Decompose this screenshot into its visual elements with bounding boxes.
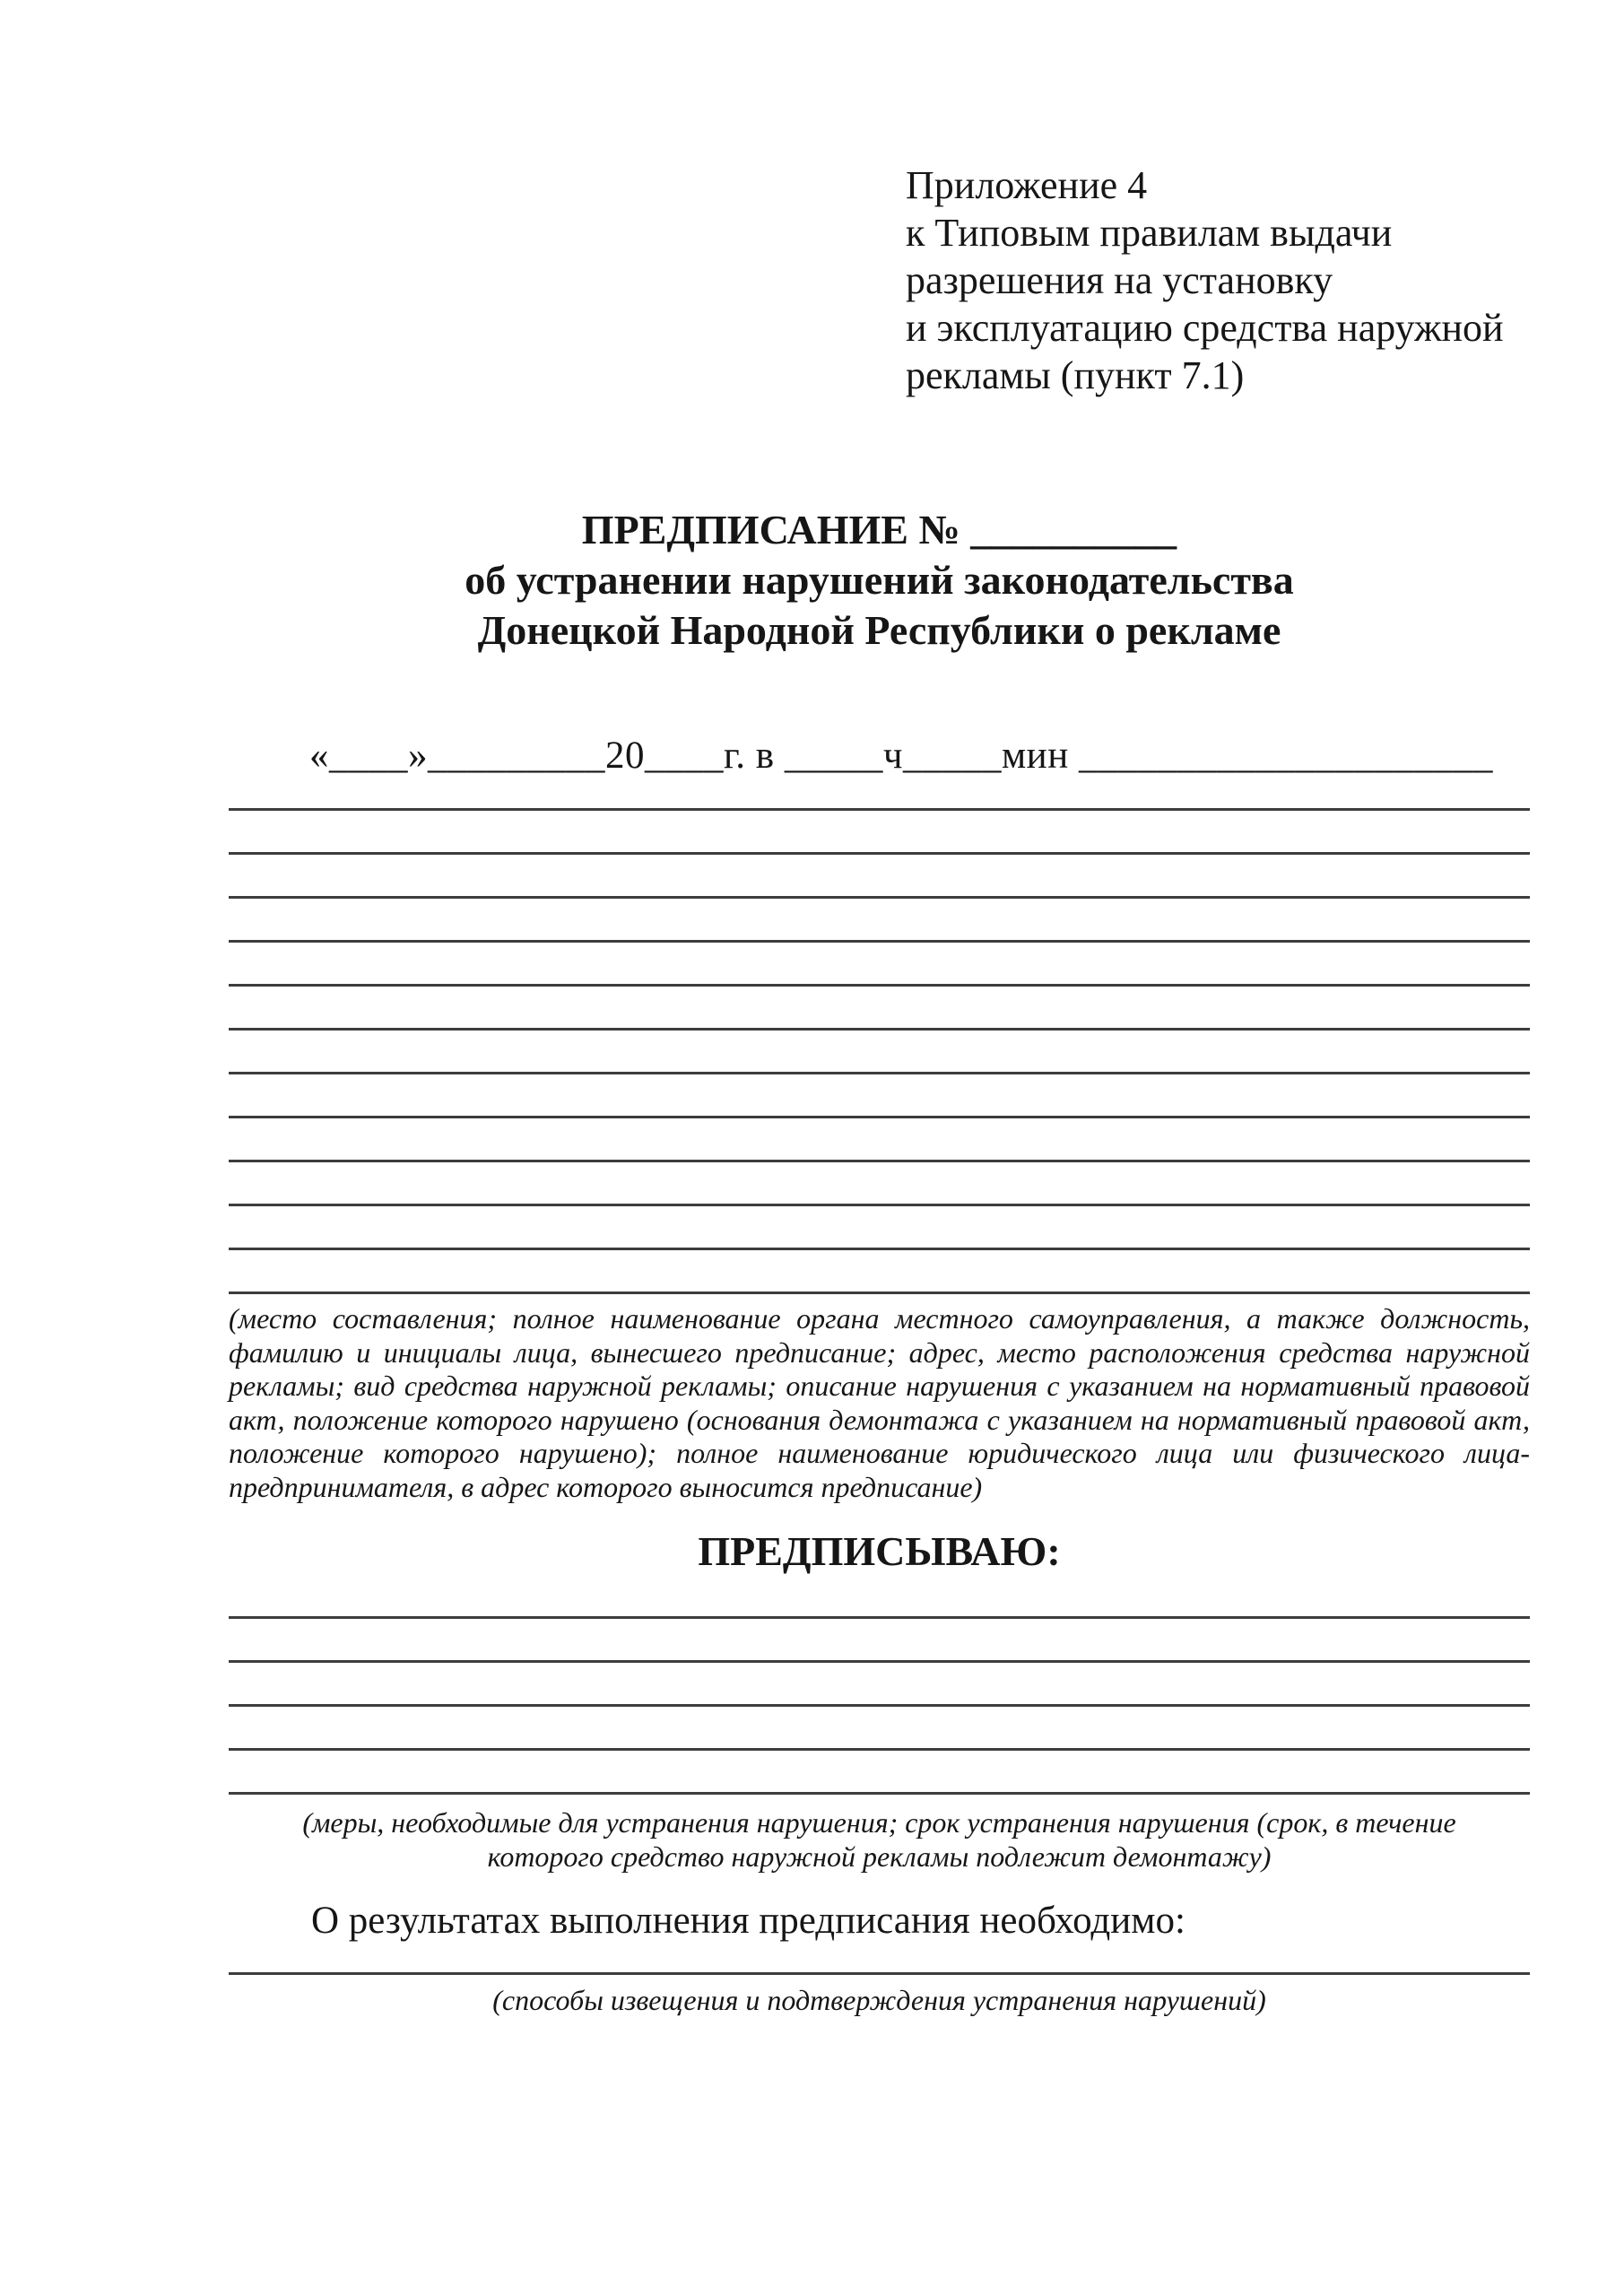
date-time-fill-line: «____»_________20____г. в _____ч_____мин _____________________ [309, 735, 1493, 777]
title-number-line: ПРЕДПИСАНИЕ № __________ [581, 507, 1177, 552]
details-write-in-lines [229, 767, 1530, 1294]
blank-line [229, 1931, 1530, 1975]
blank-line [229, 1031, 1530, 1074]
prescribe-heading: ПРЕДПИСЫВАЮ: [698, 1528, 1061, 1574]
notification-caption: (способы извещения и подтверждения устранения нарушений) [492, 1984, 1266, 2016]
blank-line [229, 1118, 1530, 1162]
document-title [229, 505, 1530, 656]
blank-line [229, 1619, 1530, 1663]
blank-line [229, 767, 1530, 811]
blank-line [229, 855, 1530, 899]
results-requirement-line: О результатах выполнения предписания необходимо: [311, 1900, 1185, 1942]
blank-line [229, 943, 1530, 987]
appendix-line: Приложение 4 [906, 163, 1148, 207]
appendix-line: к Типовым правилам выдачи [906, 211, 1393, 255]
measures-caption: (меры, необходимые для устранения нарушения; срок устранения нарушения (срок, в течение которого средство наружной рекламы подлежит демонтажу) [302, 1806, 1456, 1873]
details-caption: (место составления; полное наименование органа местного самоуправления, а также должность, фамилию и инициалы лица, вынесшего предписание; адрес, место расположения средства наружной рекламы; вид средства наружной рекламы; описание нарушения с указанием на нормативный правовой акт, положение которого нарушено (основания демонтажа с указанием на нормативный правовой акт, положение которого нарушено); полное наименование юридического лица или физического лица-предпринимателя, в адрес которого выносится предписание) [229, 1302, 1530, 1503]
document-content [229, 0, 1530, 2296]
appendix-line: и эксплуатацию средства наружной [906, 306, 1504, 350]
blank-line [229, 899, 1530, 943]
blank-line [229, 1575, 1530, 1619]
appendix-reference-block [906, 161, 1504, 399]
blank-line [229, 1162, 1530, 1206]
title-jurisdiction-line: Донецкой Народной Республики о рекламе [477, 607, 1281, 653]
appendix-line: разрешения на установку [906, 258, 1333, 302]
blank-line [229, 1074, 1530, 1118]
blank-line [229, 1707, 1530, 1751]
orders-write-in-lines [229, 1575, 1530, 1795]
blank-line [229, 811, 1530, 855]
title-subject-line: об устранении нарушений законодательства [465, 557, 1294, 603]
blank-line [229, 1663, 1530, 1707]
blank-line [229, 1206, 1530, 1250]
notification-write-in-line [229, 1931, 1530, 1975]
blank-line [229, 987, 1530, 1031]
blank-line [229, 1751, 1530, 1795]
appendix-line: рекламы (пункт 7.1) [906, 353, 1245, 397]
blank-line [229, 1250, 1530, 1294]
